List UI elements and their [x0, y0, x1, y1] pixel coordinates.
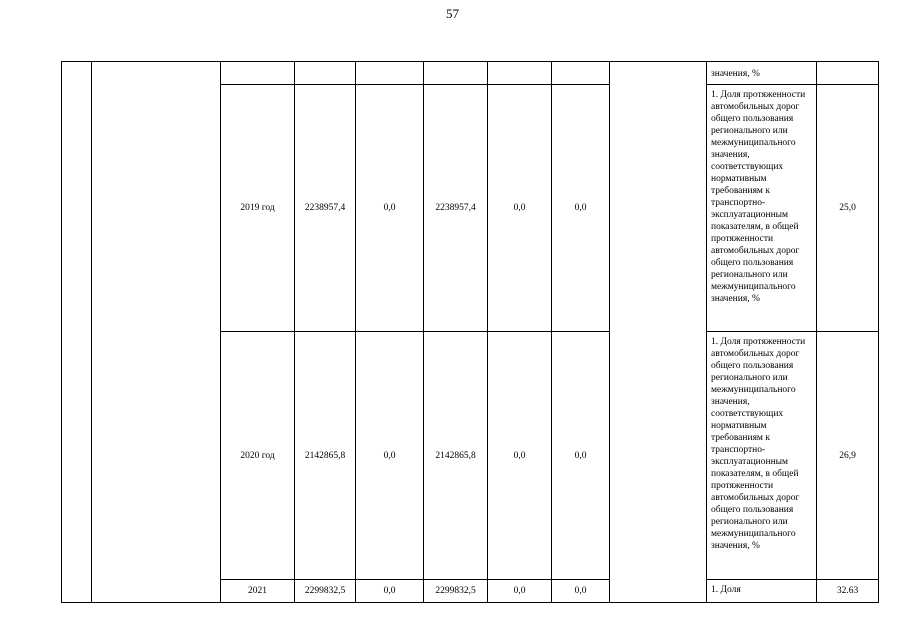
total-cell: 2238957,4 — [295, 85, 356, 332]
year-cell: 2019 год — [221, 85, 295, 332]
regional-budget-cell — [424, 62, 488, 85]
indicator-text-cell: 1. Доля — [707, 580, 817, 603]
year-cell: 2021 — [221, 580, 295, 603]
measure-name-cell — [92, 62, 221, 603]
program-financing-table — [61, 61, 879, 603]
executor-cell — [610, 62, 707, 603]
other-sources-cell: 0,0 — [552, 580, 610, 603]
local-budget-cell — [488, 62, 552, 85]
total-cell: 2299832,5 — [295, 580, 356, 603]
year-cell — [221, 62, 295, 85]
local-budget-cell: 0,0 — [488, 85, 552, 332]
row-number-cell — [62, 62, 92, 603]
indicator-text-cell: 1. Доля протяженности автомобильных дорог общего пользования регионального или межмуниципального значения, соответствующих нормативным требованиям к транспортно-эксплуатационным показателям, в общей протяженности автомобильных дорог общего пользования регионального или межмуниципального значения, % — [707, 332, 817, 580]
year-cell: 2020 год — [221, 332, 295, 580]
federal-budget-cell: 0,0 — [356, 332, 424, 580]
other-sources-cell: 0,0 — [552, 85, 610, 332]
table-row-carryover — [62, 62, 879, 85]
indicator-text-cell: значения, % — [707, 62, 817, 85]
federal-budget-cell: 0,0 — [356, 85, 424, 332]
local-budget-cell: 0,0 — [488, 332, 552, 580]
indicator-text-cell: 1. Доля протяженности автомобильных дорог общего пользования регионального или межмуниципального значения, соответствующих нормативным требованиям к транспортно-эксплуатационным показателям, в общей протяженности автомобильных дорог общего пользования регионального или межмуниципального значения, % — [707, 85, 817, 332]
regional-budget-cell: 2142865,8 — [424, 332, 488, 580]
total-cell: 2142865,8 — [295, 332, 356, 580]
indicator-value-cell — [817, 62, 879, 85]
indicator-value-cell: 32.63 — [817, 580, 879, 603]
federal-budget-cell: 0,0 — [356, 580, 424, 603]
regional-budget-cell: 2238957,4 — [424, 85, 488, 332]
indicator-value-cell: 25,0 — [817, 85, 879, 332]
regional-budget-cell: 2299832,5 — [424, 580, 488, 603]
other-sources-cell — [552, 62, 610, 85]
indicator-value-cell: 26,9 — [817, 332, 879, 580]
other-sources-cell: 0,0 — [552, 332, 610, 580]
page-number: 57 — [446, 6, 459, 21]
total-cell — [295, 62, 356, 85]
local-budget-cell: 0,0 — [488, 580, 552, 603]
federal-budget-cell — [356, 62, 424, 85]
